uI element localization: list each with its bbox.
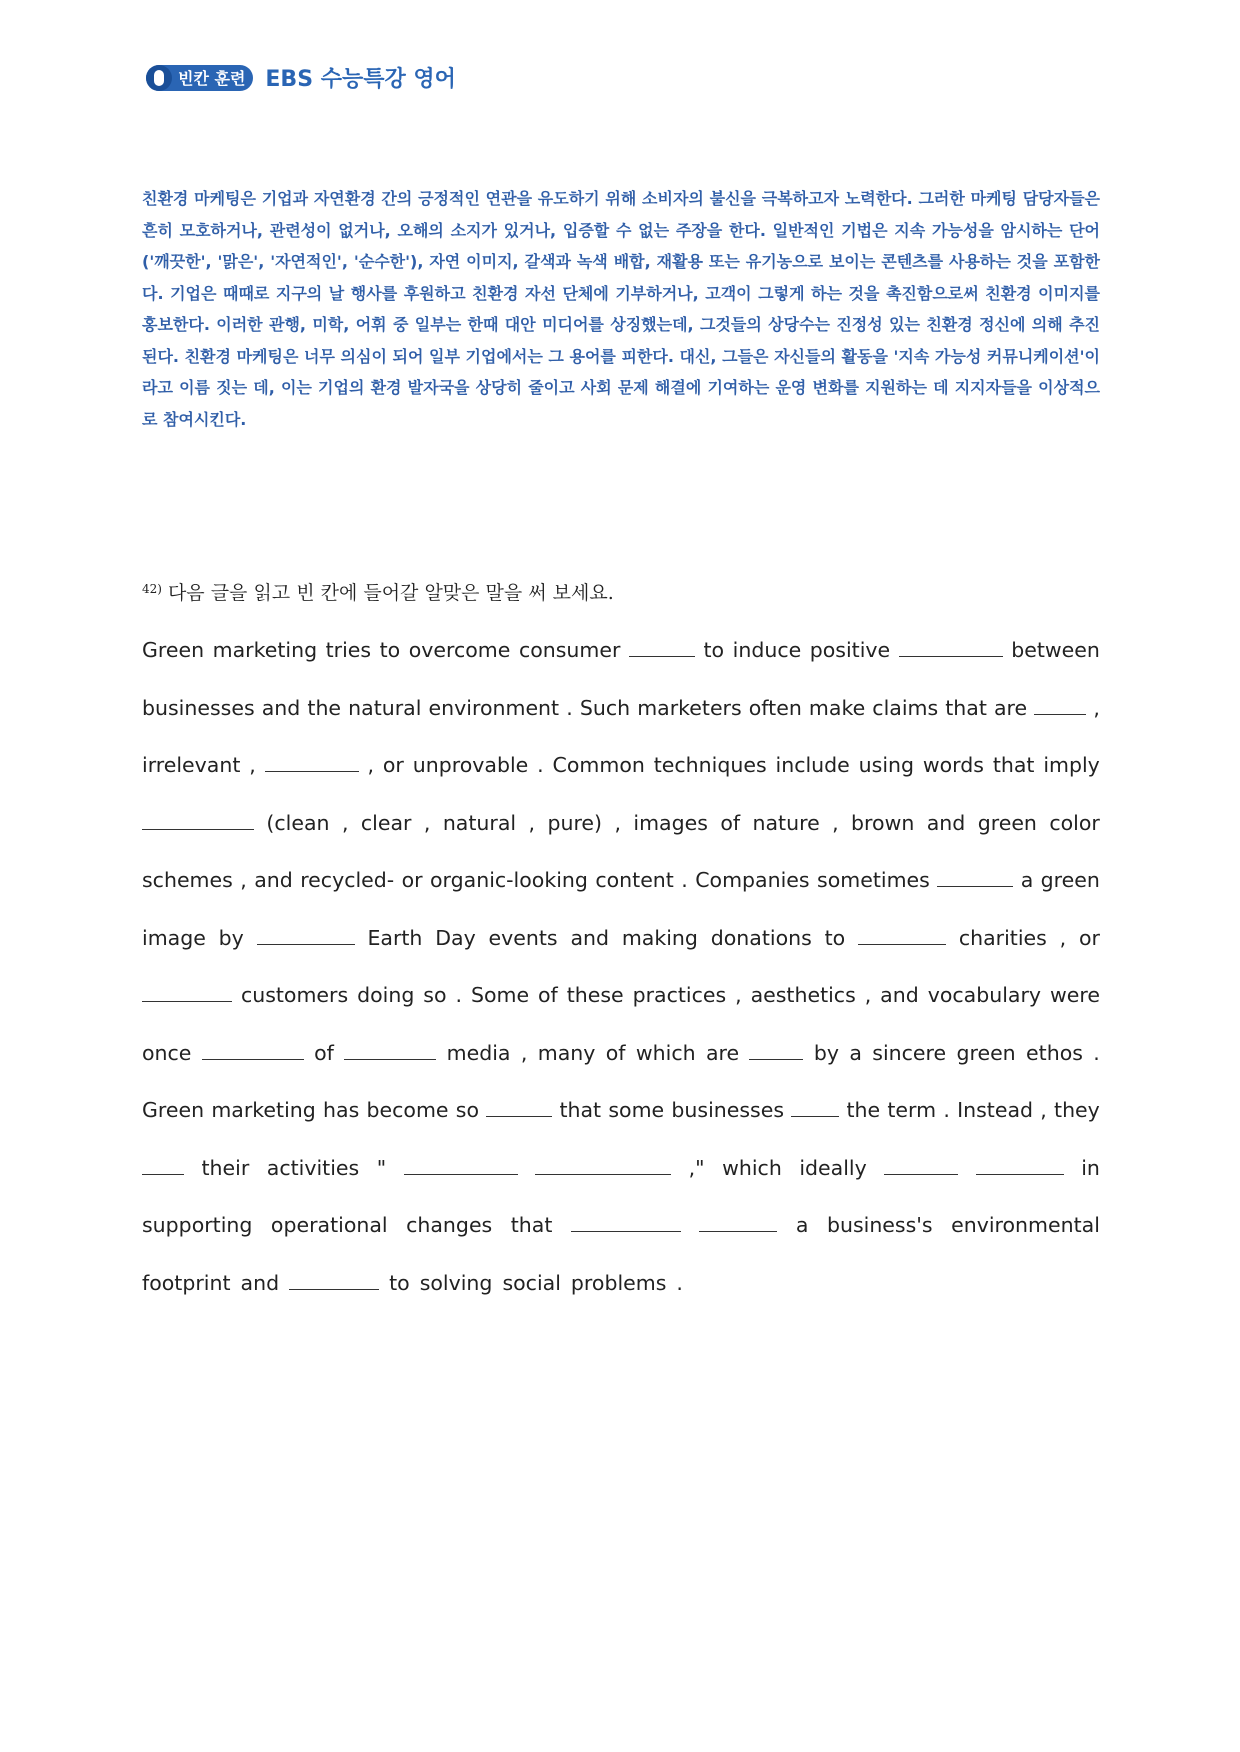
passage-word: Earth: [367, 925, 423, 950]
passage-word: color: [1049, 810, 1100, 835]
passage-line: [142, 924, 1100, 982]
passage-word: to: [703, 638, 725, 662]
passage-word: are: [994, 695, 1028, 720]
passage-word: term: [887, 1098, 937, 1122]
passage-word: often: [748, 695, 802, 720]
passage-word: ": [376, 1155, 387, 1180]
passage-line: [142, 1211, 1100, 1269]
passage-word: of: [605, 1040, 626, 1065]
passage-word: pure): [547, 810, 603, 835]
answer-blank[interactable]: [142, 981, 232, 1002]
passage-word: a: [1020, 868, 1034, 892]
passage-word: Green: [142, 638, 205, 662]
passage-word: ,: [367, 753, 375, 777]
passage-word: .: [1093, 1040, 1100, 1065]
passage-word: charities: [958, 925, 1047, 950]
passage-line: [142, 981, 1100, 1039]
passage-word: making: [621, 925, 698, 950]
passage-word: which: [635, 1040, 696, 1065]
passage-word: natural: [442, 810, 517, 835]
passage-word: by: [218, 925, 244, 950]
passage-word: supporting: [142, 1213, 253, 1237]
passage-word: problems: [570, 1270, 667, 1295]
passage-word: (clean: [266, 810, 330, 835]
passage-word: organic-looking: [430, 868, 588, 892]
passage-word: that: [510, 1213, 553, 1237]
passage-word: marketing: [212, 638, 318, 662]
passage-line: [142, 694, 1100, 752]
passage-word: irrelevant: [142, 753, 241, 777]
passage-word: or: [382, 753, 404, 777]
passage-word: overcome: [408, 638, 511, 662]
passage-word: operational: [270, 1213, 388, 1237]
passage-word: the: [846, 1098, 881, 1122]
passage-word: ideally: [799, 1155, 867, 1180]
passage-word: become: [366, 1098, 449, 1122]
passage-word: image: [142, 925, 206, 950]
passage-word: environment: [428, 695, 560, 720]
passage-word: schemes: [142, 868, 233, 892]
answer-blank[interactable]: [749, 1039, 803, 1060]
passage-word: so: [423, 983, 447, 1007]
answer-blank[interactable]: [976, 1154, 1064, 1175]
answer-blank[interactable]: [142, 1154, 184, 1175]
passage-word: and: [880, 983, 919, 1007]
passage-word: so: [455, 1098, 479, 1122]
passage-word: changes: [406, 1213, 493, 1237]
passage-word: content: [595, 868, 674, 892]
passage-word: some: [608, 1098, 665, 1122]
answer-blank[interactable]: [404, 1154, 518, 1175]
passage-word: a: [795, 1213, 809, 1237]
passage-word: brown: [851, 810, 915, 835]
passage-word: words: [922, 753, 984, 777]
answer-blank[interactable]: [858, 924, 946, 945]
passage-line: [142, 809, 1100, 867]
passage-word: to: [379, 638, 401, 662]
passage-word: a: [849, 1040, 862, 1065]
passage-word: practices: [632, 983, 727, 1007]
passage-word: has: [323, 1098, 360, 1122]
passage-word: to: [824, 925, 846, 950]
passage-word: ,: [1040, 1098, 1047, 1122]
passage-word: are: [705, 1040, 740, 1065]
passage-word: include: [775, 753, 850, 777]
passage-word: and: [240, 1270, 280, 1295]
passage-word: ,: [1059, 925, 1067, 950]
passage-word: or: [1078, 925, 1100, 950]
answer-blank[interactable]: [791, 1096, 839, 1117]
passage-word: ,: [864, 983, 872, 1007]
passage-word: doing: [357, 983, 415, 1007]
passage-word: .: [537, 753, 544, 777]
passage-word: ,: [832, 810, 839, 835]
passage-line: [142, 751, 1100, 809]
fill-in-blank-passage: [142, 636, 1100, 1326]
passage-word: in: [1081, 1155, 1100, 1180]
passage-word: marketers: [637, 695, 742, 720]
passage-word: Companies: [695, 868, 810, 892]
passage-word: events: [488, 925, 558, 950]
passage-word: make: [808, 695, 866, 720]
answer-blank[interactable]: [899, 636, 1003, 657]
passage-word: to: [389, 1270, 410, 1295]
header-title: EBS 수능특강 영어: [265, 67, 456, 92]
passage-word: and: [261, 695, 301, 720]
passage-word: Such: [579, 695, 631, 720]
passage-line: [142, 1269, 1100, 1327]
passage-word: ,: [1093, 695, 1100, 720]
passage-word: sometimes: [817, 868, 930, 892]
passage-word: marketing: [211, 1098, 316, 1122]
passage-word: Common: [552, 753, 645, 777]
passage-word: and: [570, 925, 610, 950]
passage-word: of: [538, 983, 558, 1007]
passage-word: techniques: [653, 753, 767, 777]
passage-word: imply: [1043, 753, 1100, 777]
passage-word: clear: [360, 810, 412, 835]
passage-word: sincere: [872, 1040, 947, 1065]
passage-word: businesses: [142, 695, 255, 720]
answer-blank[interactable]: [629, 636, 695, 657]
badge-circle-icon: [146, 65, 172, 91]
passage-word: donations: [710, 925, 812, 950]
question-number: 42): [142, 582, 162, 596]
passage-word: ,: [240, 868, 247, 892]
answer-blank[interactable]: [265, 751, 359, 772]
answer-blank[interactable]: [289, 1269, 379, 1290]
passage-word: once: [142, 1040, 192, 1065]
passage-line: [142, 1154, 1100, 1212]
passage-word: tries: [325, 638, 372, 662]
passage-word: ,: [528, 810, 536, 835]
passage-word: induce: [732, 638, 802, 662]
answer-blank[interactable]: [699, 1211, 777, 1232]
passage-word: Green: [142, 1098, 205, 1122]
passage-word: recycled-: [300, 868, 395, 892]
passage-word: positive: [809, 638, 891, 662]
passage-word: business's: [826, 1213, 933, 1237]
passage-word: ,: [423, 810, 431, 835]
passage-line: [142, 1096, 1100, 1154]
passage-word: natural: [348, 695, 422, 720]
passage-word: ,: [249, 753, 256, 777]
passage-word: which: [722, 1155, 782, 1180]
passage-word: and: [926, 810, 966, 835]
passage-word: activities: [266, 1155, 360, 1180]
passage-word: were: [1049, 983, 1100, 1007]
passage-word: green: [1040, 868, 1100, 892]
passage-word: solving: [419, 1270, 493, 1295]
passage-word: .: [943, 1098, 950, 1122]
passage-word: .: [681, 868, 688, 892]
passage-word: green: [977, 810, 1037, 835]
passage-word: that: [945, 695, 987, 720]
question-text: 다음 글을 읽고 빈 칸에 들어갈 알맞은 말을 써 보세요.: [167, 582, 614, 604]
passage-word: Some: [470, 983, 530, 1007]
passage-word: Day: [435, 925, 476, 950]
passage-word: their: [201, 1155, 250, 1180]
passage-word: they: [1054, 1098, 1100, 1122]
passage-line: [142, 1039, 1100, 1097]
passage-word: images: [633, 810, 708, 835]
passage-word: these: [566, 983, 624, 1007]
passage-word: customers: [240, 983, 349, 1007]
passage-word: or: [401, 868, 423, 892]
answer-blank[interactable]: [535, 1154, 671, 1175]
passage-word: nature: [752, 810, 820, 835]
answer-blank[interactable]: [202, 1039, 304, 1060]
answer-blank[interactable]: [937, 866, 1013, 887]
answer-blank[interactable]: [884, 1154, 958, 1175]
answer-blank[interactable]: [142, 809, 254, 830]
passage-word: of: [314, 1040, 334, 1065]
passage-word: green: [956, 1040, 1016, 1065]
badge-label: 빈칸 훈련: [178, 69, 246, 88]
passage-word: the: [307, 695, 342, 720]
passage-word: that: [559, 1098, 602, 1122]
passage-word: .: [566, 695, 573, 720]
passage-word: by: [813, 1040, 839, 1065]
passage-word: many: [537, 1040, 596, 1065]
passage-word: of: [720, 810, 741, 835]
passage-word: ethos: [1026, 1040, 1083, 1065]
passage-line: [142, 866, 1100, 924]
answer-blank[interactable]: [1034, 694, 1086, 715]
answer-blank[interactable]: [257, 924, 355, 945]
blank-training-badge: [146, 65, 253, 91]
passage-line: [142, 636, 1100, 694]
passage-word: that: [992, 753, 1035, 777]
passage-word: .: [455, 983, 462, 1007]
passage-word: ,: [735, 983, 742, 1007]
passage-word: aesthetics: [750, 983, 856, 1007]
passage-word: social: [502, 1270, 561, 1295]
passage-word: ,: [341, 810, 349, 835]
answer-blank[interactable]: [571, 1211, 681, 1232]
page-header: [146, 62, 456, 93]
korean-translation: 친환경 마케팅은 기업과 자연환경 간의 긍정적인 연관을 유도하기 위해 소비자의 불신을 극복하고자 노력한다. 그러한 마케팅 담당자들은 흔히 모호하거나, 관련성이 없거나, 오해의 소지가 있거나, 입증할 수 없는 주장을 한다. 일반적인 기법은 지속 가능성을 암시하는 단어('깨끗한', '맑은', '자연적인', '순수한'), 자연 이미지, 갈색과 녹색 배합, 재활용 또는 유기농으로 보이는 콘텐츠를 사용하는 것을 포함한다. 기업은 때때로 지구의 날 행사를 후원하고 친환경 자선 단체에 기부하거나, 고객이 그렇게 하는 것을 촉진함으로써 친환경 이미지를 홍보한다. 이러한 관행, 미학, 어휘 중 일부는 한때 대안 미디어를 상징했는데, 그것들의 상당수는 진정성 있는 친환경 정신에 의해 추진된다. 친환경 마케팅은 너무 의심이 되어 일부 기업에서는 그 용어를 피한다. 대신, 그들은 자신들의 활동을 '지속 가능성 커뮤니케이션'이라고 이름 짓는 데, 이는 기업의 환경 발자국을 상당히 줄이고 사회 문제 해결에 기여하는 운영 변화를 지원하는 데 지지자들을 이상적으로 참여시킨다.: [142, 189, 1100, 429]
passage-word: Instead: [957, 1098, 1034, 1122]
passage-word: consumer: [518, 638, 621, 662]
passage-word: vocabulary: [927, 983, 1042, 1007]
passage-word: businesses: [671, 1098, 785, 1122]
passage-word: between: [1011, 638, 1100, 662]
passage-word: .: [676, 1270, 683, 1295]
passage-word: claims: [872, 695, 939, 720]
question-prompt: [142, 578, 614, 605]
passage-word: ,: [520, 1040, 528, 1065]
passage-word: media: [446, 1040, 511, 1065]
passage-word: and: [254, 868, 293, 892]
passage-word: ,": [688, 1155, 705, 1180]
answer-blank[interactable]: [486, 1096, 552, 1117]
passage-word: environmental: [951, 1213, 1100, 1237]
passage-word: ,: [614, 810, 621, 835]
passage-word: unprovable: [412, 753, 529, 777]
passage-word: footprint: [142, 1270, 231, 1295]
passage-word: using: [858, 753, 915, 777]
answer-blank[interactable]: [344, 1039, 436, 1060]
